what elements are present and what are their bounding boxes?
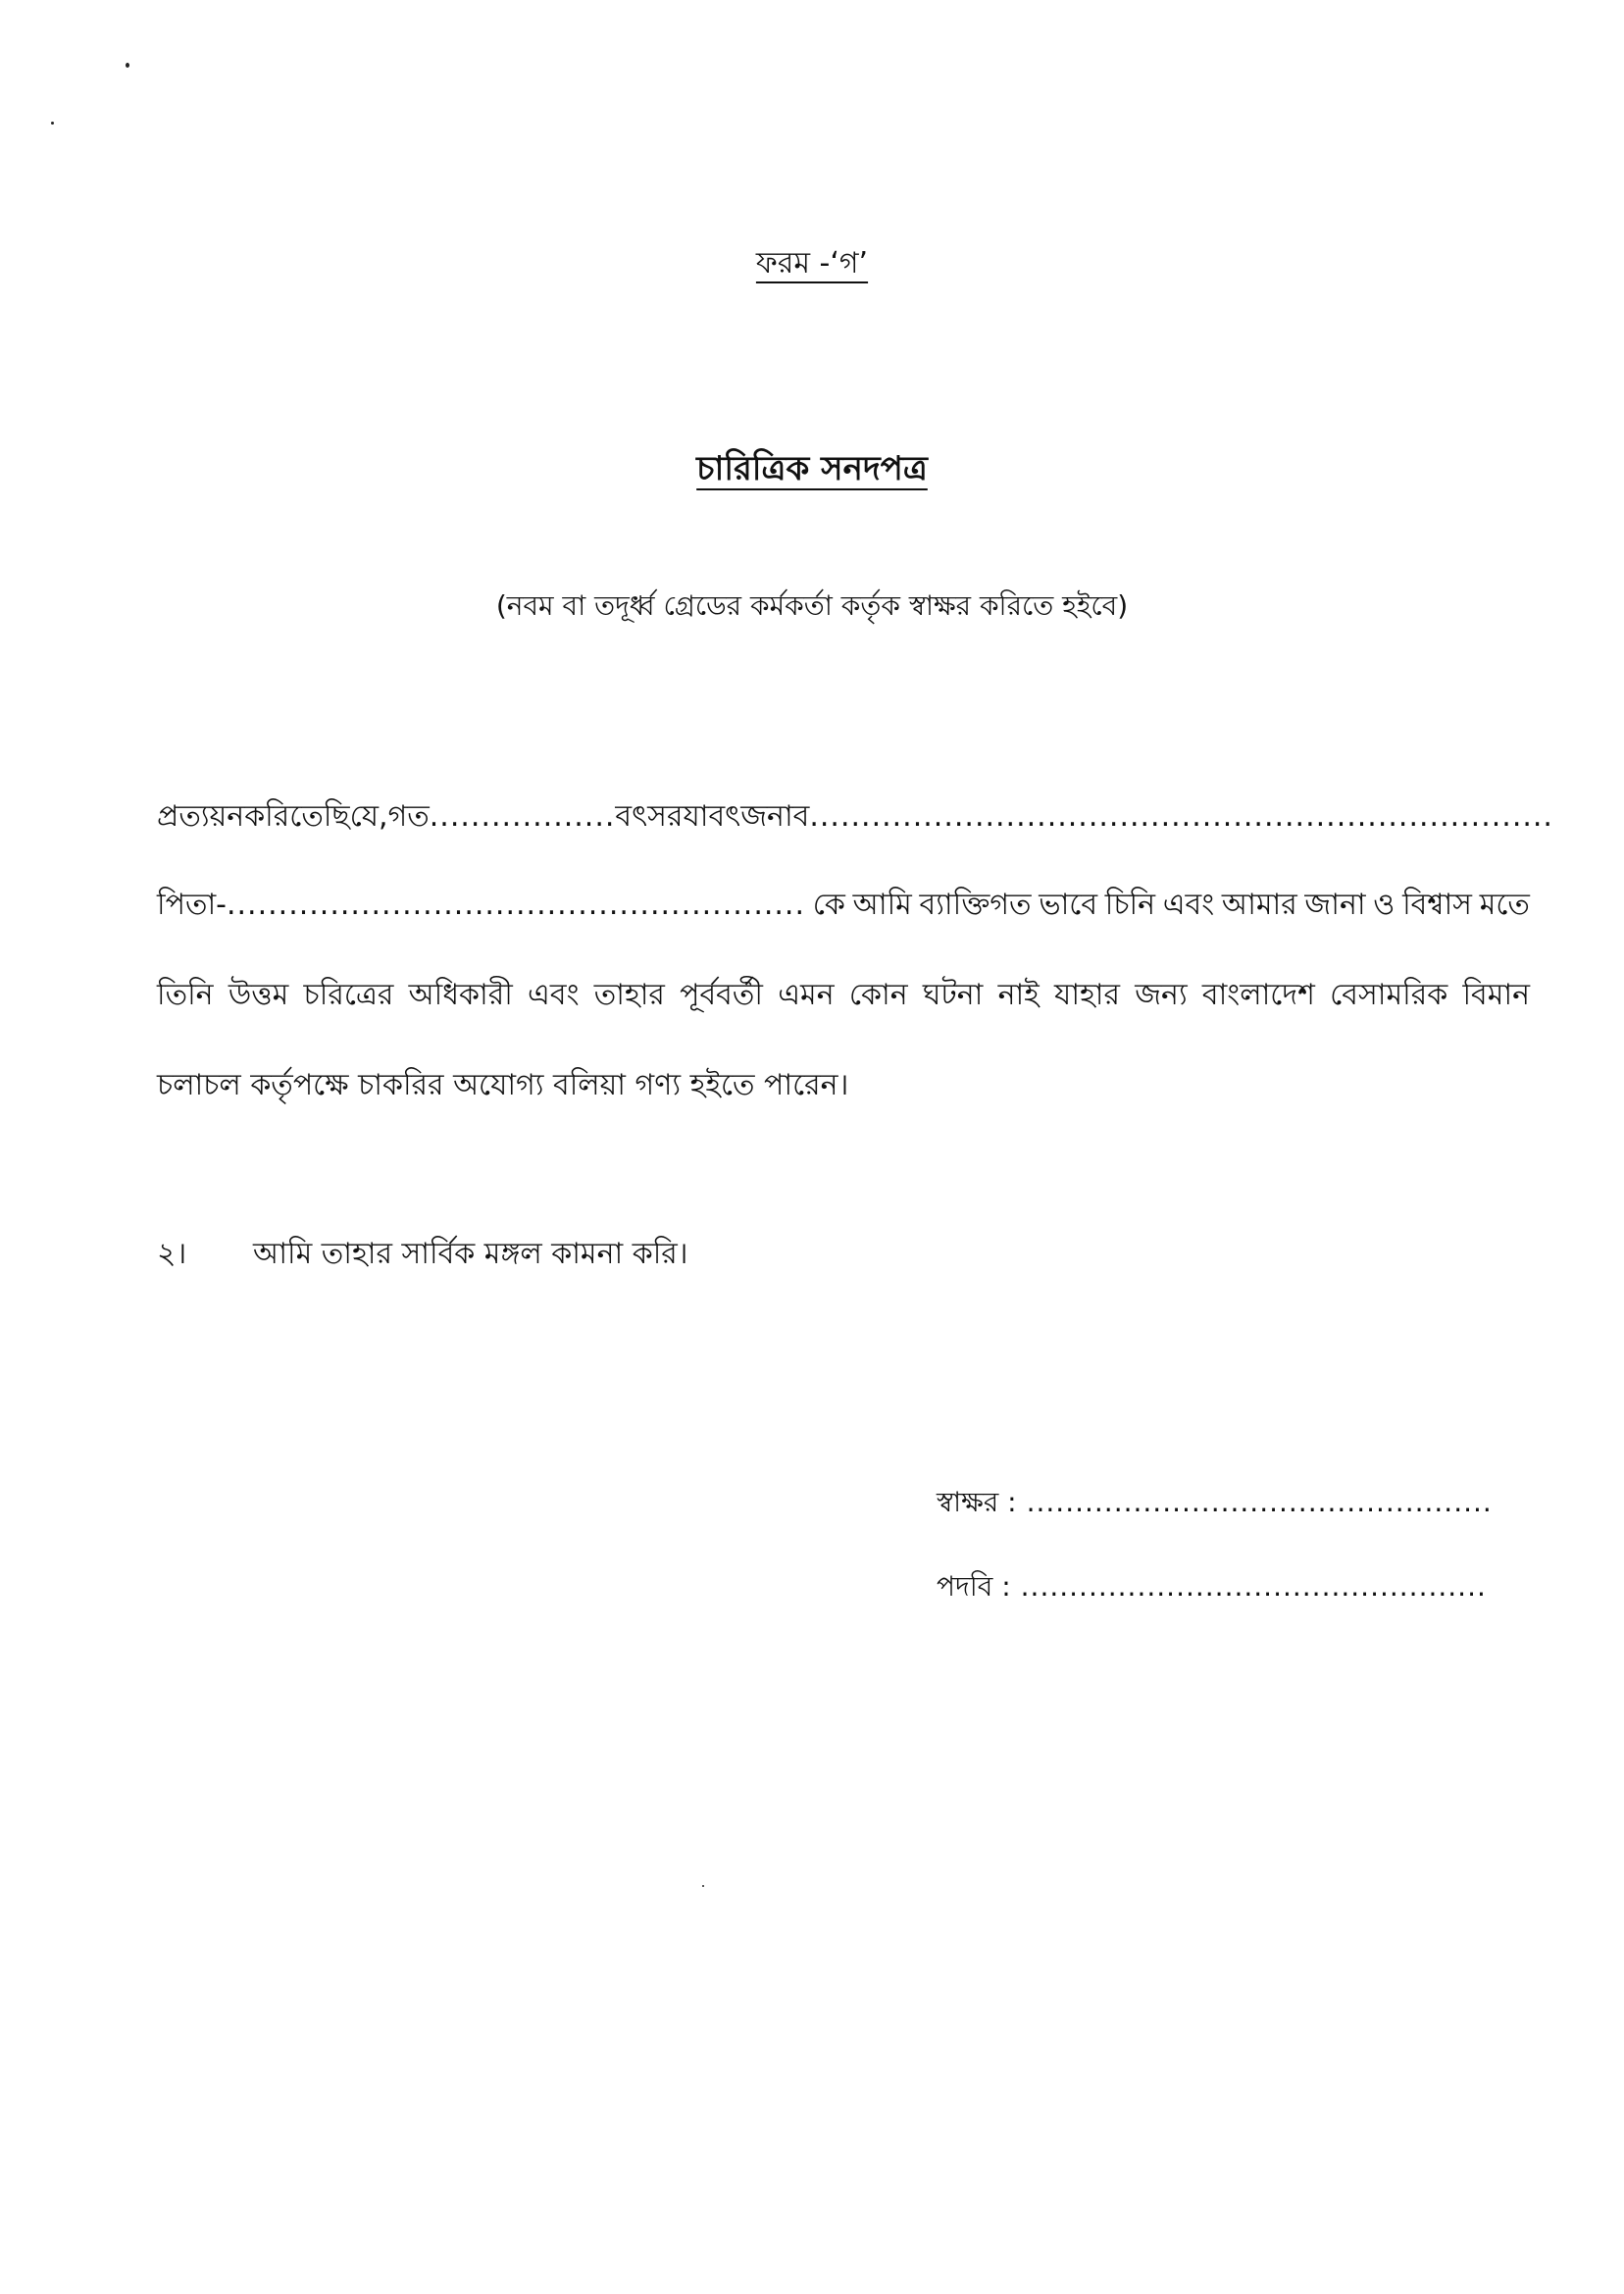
body-word: বৎসর — [615, 799, 684, 834]
name-blank[interactable]: ........................................................................ — [809, 799, 1553, 834]
body-line-2 — [157, 881, 1530, 931]
signature-label: স্বাক্ষর : — [937, 1486, 1017, 1518]
body-word: বাংলাদেশ — [1201, 978, 1315, 1012]
body-word: প্রত্যয়ন — [157, 799, 245, 834]
body-word: বেসামরিক — [1330, 978, 1448, 1012]
body-word: আমি — [852, 888, 912, 922]
body-word: অধিকারী — [408, 978, 513, 1012]
body-word: কে — [812, 888, 845, 922]
body-word: বিমান — [1462, 978, 1530, 1012]
body-word: এমন — [778, 978, 835, 1012]
body-word: মতে — [1479, 888, 1530, 922]
father-name-blank[interactable]: ........................................................ — [226, 888, 806, 922]
body-word: চিনি — [1104, 888, 1156, 922]
designation-label: পদবি : — [937, 1570, 1011, 1603]
body-word: গত — [387, 799, 430, 834]
body-word: ঘটনা — [922, 978, 984, 1012]
body-word: যাহার — [1054, 978, 1120, 1012]
body-word: জন্য — [1135, 978, 1188, 1012]
scan-speck — [51, 122, 54, 125]
body-word: ব্যাক্তিগত — [919, 888, 1032, 922]
body-word: তাহার — [593, 978, 665, 1012]
body-word — [740, 792, 1553, 842]
scan-speck — [702, 1885, 704, 1887]
body-word: যে, — [349, 799, 388, 834]
body-line-3 — [157, 971, 1530, 1021]
body-word: এবং — [528, 978, 580, 1012]
signature-line — [937, 1481, 1493, 1527]
scan-speck — [126, 63, 129, 68]
body-line-1 — [157, 792, 1553, 842]
body-word: পূর্ববর্তী — [680, 978, 763, 1012]
body-word: এবং — [1162, 888, 1215, 922]
body-word: ও — [1373, 888, 1396, 922]
body-word: ভাবে — [1039, 888, 1098, 922]
form-label — [0, 239, 1624, 289]
paragraph-2-text: আমি তাহার সার্বিক মঙ্গল কামনা করি। — [253, 1237, 688, 1271]
paragraph-2 — [157, 1230, 688, 1280]
paragraph-number: ২। — [157, 1237, 187, 1271]
body-line-4: চলাচল কর্তৃপক্ষে চাকরির অযোগ্য বলিয়া গণ্য হইতে পারেন। — [157, 1068, 849, 1102]
form-label-text: ফরম -‘গ’ — [755, 246, 869, 280]
body-word: জনাব — [740, 799, 810, 834]
designation-blank[interactable]: ................................................ — [1020, 1570, 1487, 1603]
years-blank[interactable]: .................. — [429, 799, 616, 834]
designation-line — [937, 1565, 1487, 1611]
certificate-title — [0, 443, 1624, 499]
body-word: কোন — [848, 978, 908, 1012]
body-word: নাই — [997, 978, 1040, 1012]
certificate-title-text: চারিত্রিক সনদপত্র — [696, 449, 928, 488]
body-word: জানা — [1304, 888, 1366, 922]
body-word: উত্তম — [228, 978, 289, 1012]
body-word: করিতেছি — [244, 799, 350, 834]
body-word — [388, 792, 616, 842]
body-word: বিশ্বাস — [1402, 888, 1473, 922]
body-word — [157, 881, 805, 931]
signature-blank[interactable]: ................................................ — [1026, 1486, 1493, 1518]
body-word: পিতা- — [157, 888, 227, 922]
body-word: আমার — [1221, 888, 1297, 922]
body-word: তিনি — [157, 978, 214, 1012]
body-word: যাবৎ — [683, 799, 741, 834]
signing-instruction: (নবম বা তদূর্ধ্ব গ্রেডের কর্মকর্তা কর্তৃক স্বাক্ষর করিতে হইবে) — [495, 589, 1129, 622]
body-word: চরিত্রের — [303, 978, 394, 1012]
